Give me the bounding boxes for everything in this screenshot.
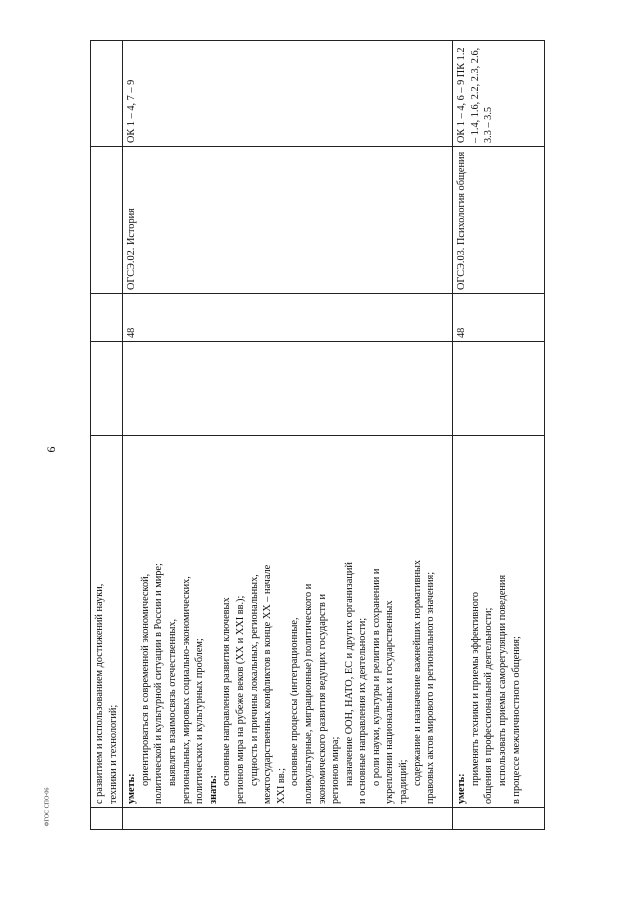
content-line: общения в профессиональной деятельности; [483,607,495,804]
content-line: основные процессы (интеграционные, [289,617,301,786]
footer-code: ФГОС СПО-06 [44,787,51,827]
index-cell [453,808,545,830]
content-line: политических и культурных проблем; [194,638,206,804]
competencies-cell: ОК 1 – 4, 6 – 9 ПК 1.2 – 1.4, 1.6, 2.2, 2.3, 2.6, 3.3 – 3.5 [453,41,545,147]
content-line: поликультурные, миграционные) политического и [302,583,314,804]
section-heading: уметь: [456,773,468,804]
content-cell [453,436,545,808]
content-line: техники и технологий; [107,704,119,804]
content-line: политической и культурной ситуации в России и мире; [153,563,165,804]
content-line: о роли науки, культуры и религии в сохранении и [370,568,382,786]
index-cell [123,808,453,830]
content-line: регионов мира на рубеже веков (XX и XXI вв.); [234,595,246,804]
table-row [453,41,545,830]
content-line: сущность и причины локальных, региональных, [248,574,260,786]
content-line: межгосударственных конфликтов в конце XX – начале [262,564,274,804]
content-line: правовых актов мирового и регионального значения; [425,571,437,804]
section-heading: знать: [207,775,219,804]
discipline-cell [91,147,123,294]
discipline-cell: ОГСЭ.03. Психология общения [453,147,545,294]
competencies-cell: ОК 1 – 4, 7 – 9 [123,41,453,147]
content-line: XXI вв.; [275,767,287,804]
curriculum-table [90,40,545,830]
content-line: традиций; [398,759,410,804]
content-line: и основные направления их деятельности; [357,617,369,804]
content-line: региональных, мировых социально-экономических, [180,576,192,804]
content-line: использовать приемы саморегуляции поведения [496,574,508,786]
max-load-cell [123,342,453,436]
table-row [91,41,123,830]
max-load-cell [453,342,545,436]
discipline-cell: ОГСЭ.02. История [123,147,453,294]
page-number: 9 [44,446,59,453]
content-line: экономического развития ведущих государств и [316,594,328,804]
curriculum-table-sheet [90,40,545,830]
content-line: выявлять взаимосвязь отечественных, [166,618,178,786]
max-load-cell [91,342,123,436]
hours-cell [91,294,123,342]
table-row [123,41,453,830]
competencies-cell [91,41,123,147]
content-line: укреплении национальных и государственных [384,600,396,804]
content-line: применять техники и приемы эффективного [469,591,481,786]
content-line: содержание и назначение важнейших нормативных [411,559,423,786]
content-line: назначение ООН, НАТО, ЕС и других организаций [343,562,355,786]
content-cell [91,436,123,808]
content-line: регионов мира; [330,736,342,804]
content-line: с развитием и использованием достижений науки, [94,583,105,804]
section-heading: уметь: [126,773,138,804]
hours-cell: 48 [453,294,545,342]
content-line: ориентироваться в современной экономической, [139,573,151,786]
index-cell [91,808,123,830]
content-cell [123,436,453,808]
content-line: в процессе межличностного общения; [510,636,522,804]
table-body [91,41,545,830]
hours-cell: 48 [123,294,453,342]
content-line: основные направления развития ключевых [221,597,233,786]
